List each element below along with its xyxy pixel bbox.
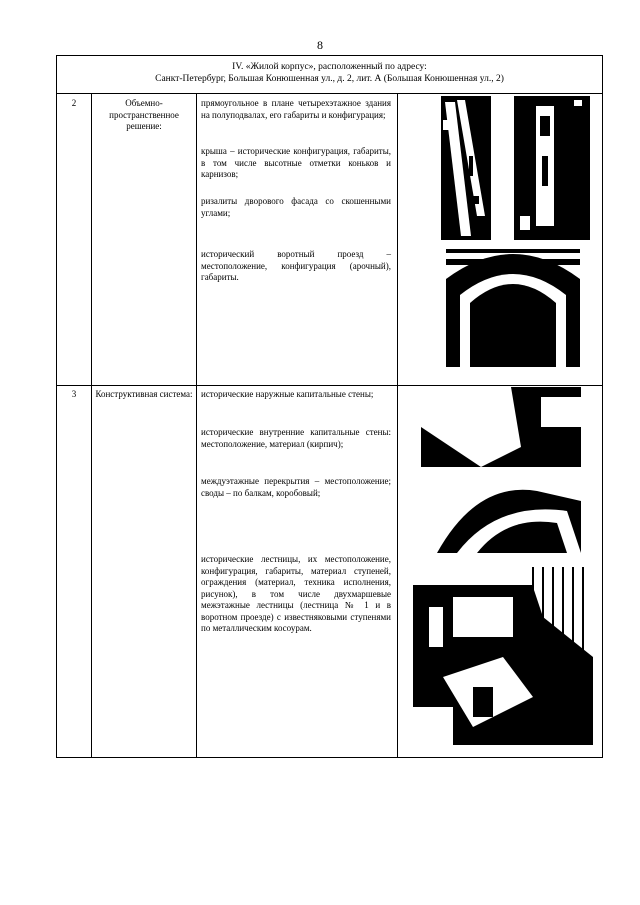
list-item: междуэтажные перекрытия – местоположение; своды – по балкам, коробовый; bbox=[201, 476, 391, 498]
list-item: прямоугольное в плане четырехэтажное здания на полуподвалах, его габариты и конфигурация; bbox=[201, 98, 391, 120]
table-frame bbox=[56, 55, 603, 758]
row-number: 2 bbox=[71, 98, 77, 108]
aerial-photo-right bbox=[514, 96, 590, 240]
list-item: исторические наружные капитальные стены; bbox=[201, 389, 374, 399]
aerial-photo-left bbox=[441, 96, 491, 240]
page-number: 8 bbox=[317, 38, 323, 52]
staircase-photo bbox=[413, 557, 593, 745]
table-header bbox=[57, 56, 602, 94]
wall-photo bbox=[421, 387, 581, 467]
header-line-2: Санкт-Петербург, Большая Конюшенная ул., д. 2, лит. А (Большая Конюшенная ул., 2) bbox=[155, 74, 504, 84]
list-item: ризалиты дворового фасада со скошенными углами; bbox=[201, 196, 391, 218]
header-line-1: IV. «Жилой корпус», расположенный по адресу: bbox=[232, 62, 427, 72]
vault-photo bbox=[437, 471, 581, 553]
archway-photo bbox=[446, 249, 580, 367]
list-item: исторические лестницы, их местоположение, конфигурация, габариты, материал ступеней, ограждения (материал, техника исполнения, рисунок), в том числе двухмаршевые межэтажные лестницы (лестница № 1 и в воротном проезде) с известняковыми ступенями по металлическим косоурам. bbox=[201, 554, 391, 633]
row-name: Объемно-пространственное решение: bbox=[109, 98, 179, 131]
list-item: крыша – исторические конфигурация, габариты, в том числе высотные отметки коньков и карнизов; bbox=[201, 146, 391, 179]
row-divider bbox=[57, 385, 602, 386]
list-item: исторический воротный проезд – местоположение, конфигурация (арочный), габариты. bbox=[201, 249, 391, 282]
row-name: Конструктивная система: bbox=[95, 389, 193, 399]
row-number: 3 bbox=[71, 389, 77, 399]
column-divider bbox=[196, 94, 197, 757]
list-item: исторические внутренние капитальные стены: местоположение, материал (кирпич); bbox=[201, 427, 391, 449]
column-divider bbox=[91, 94, 92, 757]
column-divider bbox=[397, 94, 398, 757]
